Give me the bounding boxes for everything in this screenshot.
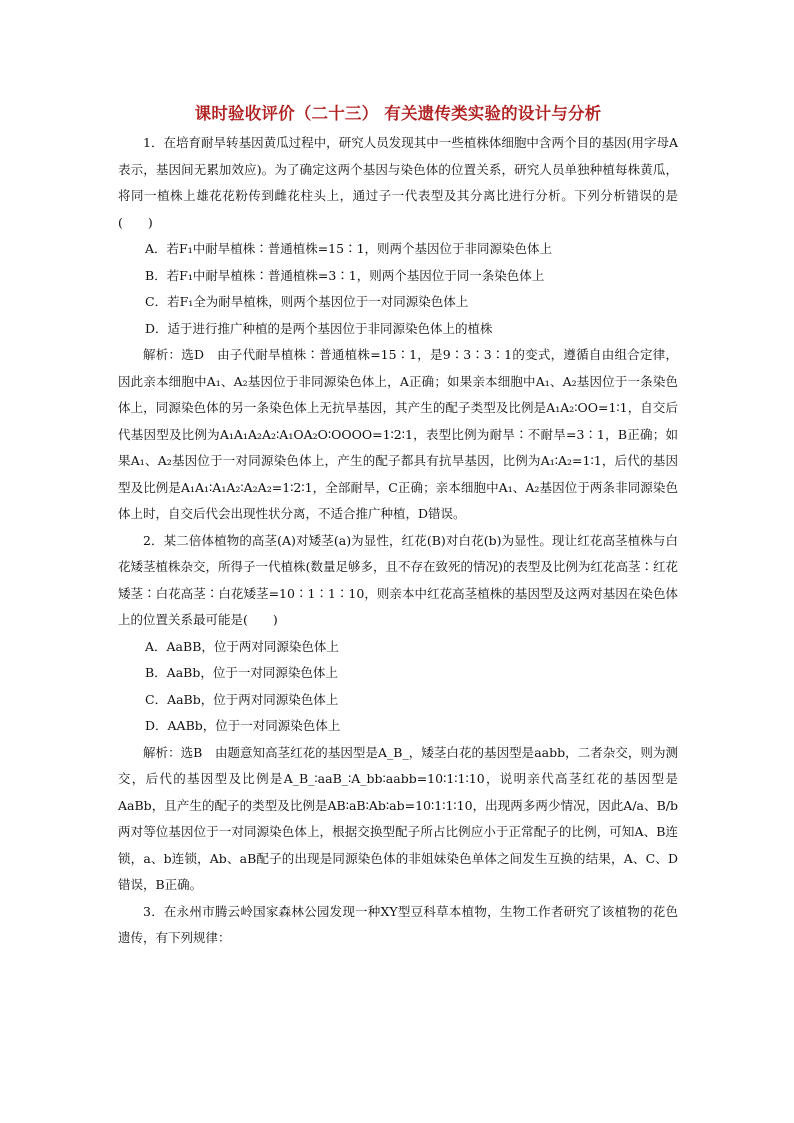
- question-2-option-d: D．AABb，位于一对同源染色体上: [145, 718, 341, 733]
- question-2-stem: 2．某二倍体植物的高茎(A)对矮茎(a)为显性，红花(B)对白花(b)为显性。现让红花高茎植株与白花矮茎植株杂交，所得子一代植株(数量足够多，且不存在致死的情况)的表型及比例为红花高茎∶红花矮茎∶白花高茎∶白花矮茎=10∶1∶1∶10，则亲本中红花高茎植株的基因型及这两对基因在染色体上的位置关系最可能是( ): [118, 532, 678, 627]
- question-1-option-c: C．若F₁全为耐旱植株，则两个基因位于一对同源染色体上: [145, 294, 469, 309]
- question-2-option-c: C．AaBb，位于两对同源染色体上: [145, 691, 339, 707]
- question-1-stem: 1．在培育耐旱转基因黄瓜过程中，研究人员发现其中一些植株体细胞中含两个目的基因(用字母A表示，基因间无累加效应)。为了确定这两个基因与染色体的位置关系，研究人员单独种植每株黄瓜，将同一植株上雄花花粉传到雌花柱头上，通过子一代表型及其分离比进行分析。下列分析错误的是( ): [118, 135, 678, 230]
- document-title: 课时验收评价（二十三） 有关遗传类实验的设计与分析: [194, 104, 602, 123]
- question-1-option-a: A．若F₁中耐旱植株∶普通植株=15∶1，则两个基因位于非同源染色体上: [145, 241, 553, 256]
- question-2-option-b: B．AaBb，位于一对同源染色体上: [145, 665, 338, 680]
- question-2-analysis: 解析：选B 由题意知高茎红花的基因型是A_B_，矮茎白花的基因型是aabb，二者杂交，则为测交，后代的基因型及比例是A_B_∶aaB_∶A_bb∶aabb=10∶1∶1∶10，说明亲代高茎红花的基因型是AaBb，且产生的配子的类型及比例是AB∶aB∶Ab∶ab=10∶1∶1∶10，出现两多两少情况，因此A/a、B/b两对等位基因位于一对同源染色体上，根据交换型配子所占比例应小于正常配子的比例，可知A、B连锁，a、b连锁，Ab、aB配子的出现是同源染色体的非姐妹染色单体之间发生互换的结果，A、C、D错误，B正确。: [118, 744, 678, 892]
- question-1-option-b: B．若F₁中耐旱植株∶普通植株=3∶1，则两个基因位于同一条染色体上: [145, 267, 545, 283]
- question-2-option-a: A．AaBB，位于两对同源染色体上: [145, 638, 339, 654]
- document-page: [118, 100, 678, 952]
- question-3-stem: 3．在永州市腾云岭国家森林公园发现一种XY型豆科草本植物，生物工作者研究了该植物的花色遗传，有下列规律：: [118, 903, 678, 945]
- question-1-analysis: 解析：选D 由子代耐旱植株∶普通植株=15∶1，是9∶3∶3∶1的变式，遵循自由组合定律，因此亲本细胞中A₁、A₂基因位于非同源染色体上，A正确；如果亲本细胞中A₁、A₂基因位于一条染色体上，同源染色体的另一条染色体上无抗旱基因，其产生的配子类型及比例是A₁A₂∶OO=1∶1，自交后代基因型及比例为A₁A₁A₂A₂∶A₁OA₂O∶OOOO=1∶2∶1，表型比例为耐旱∶不耐旱=3∶1，B正确；如果A₁、A₂基因位于一对同源染色体上，产生的配子都具有抗旱基因，比例为A₁∶A₂=1∶1，后代的基因型及比例是A₁A₁∶A₁A₂∶A₂A₂=1∶2∶1，全部耐旱，C正确；亲本细胞中A₁、A₂基因位于两条非同源染色体上时，自交后代会出现性状分离，不适合推广种植，D错误。: [118, 347, 678, 521]
- question-1-option-d: D．适于进行推广种植的是两个基因位于非同源染色体上的植株: [145, 320, 493, 336]
